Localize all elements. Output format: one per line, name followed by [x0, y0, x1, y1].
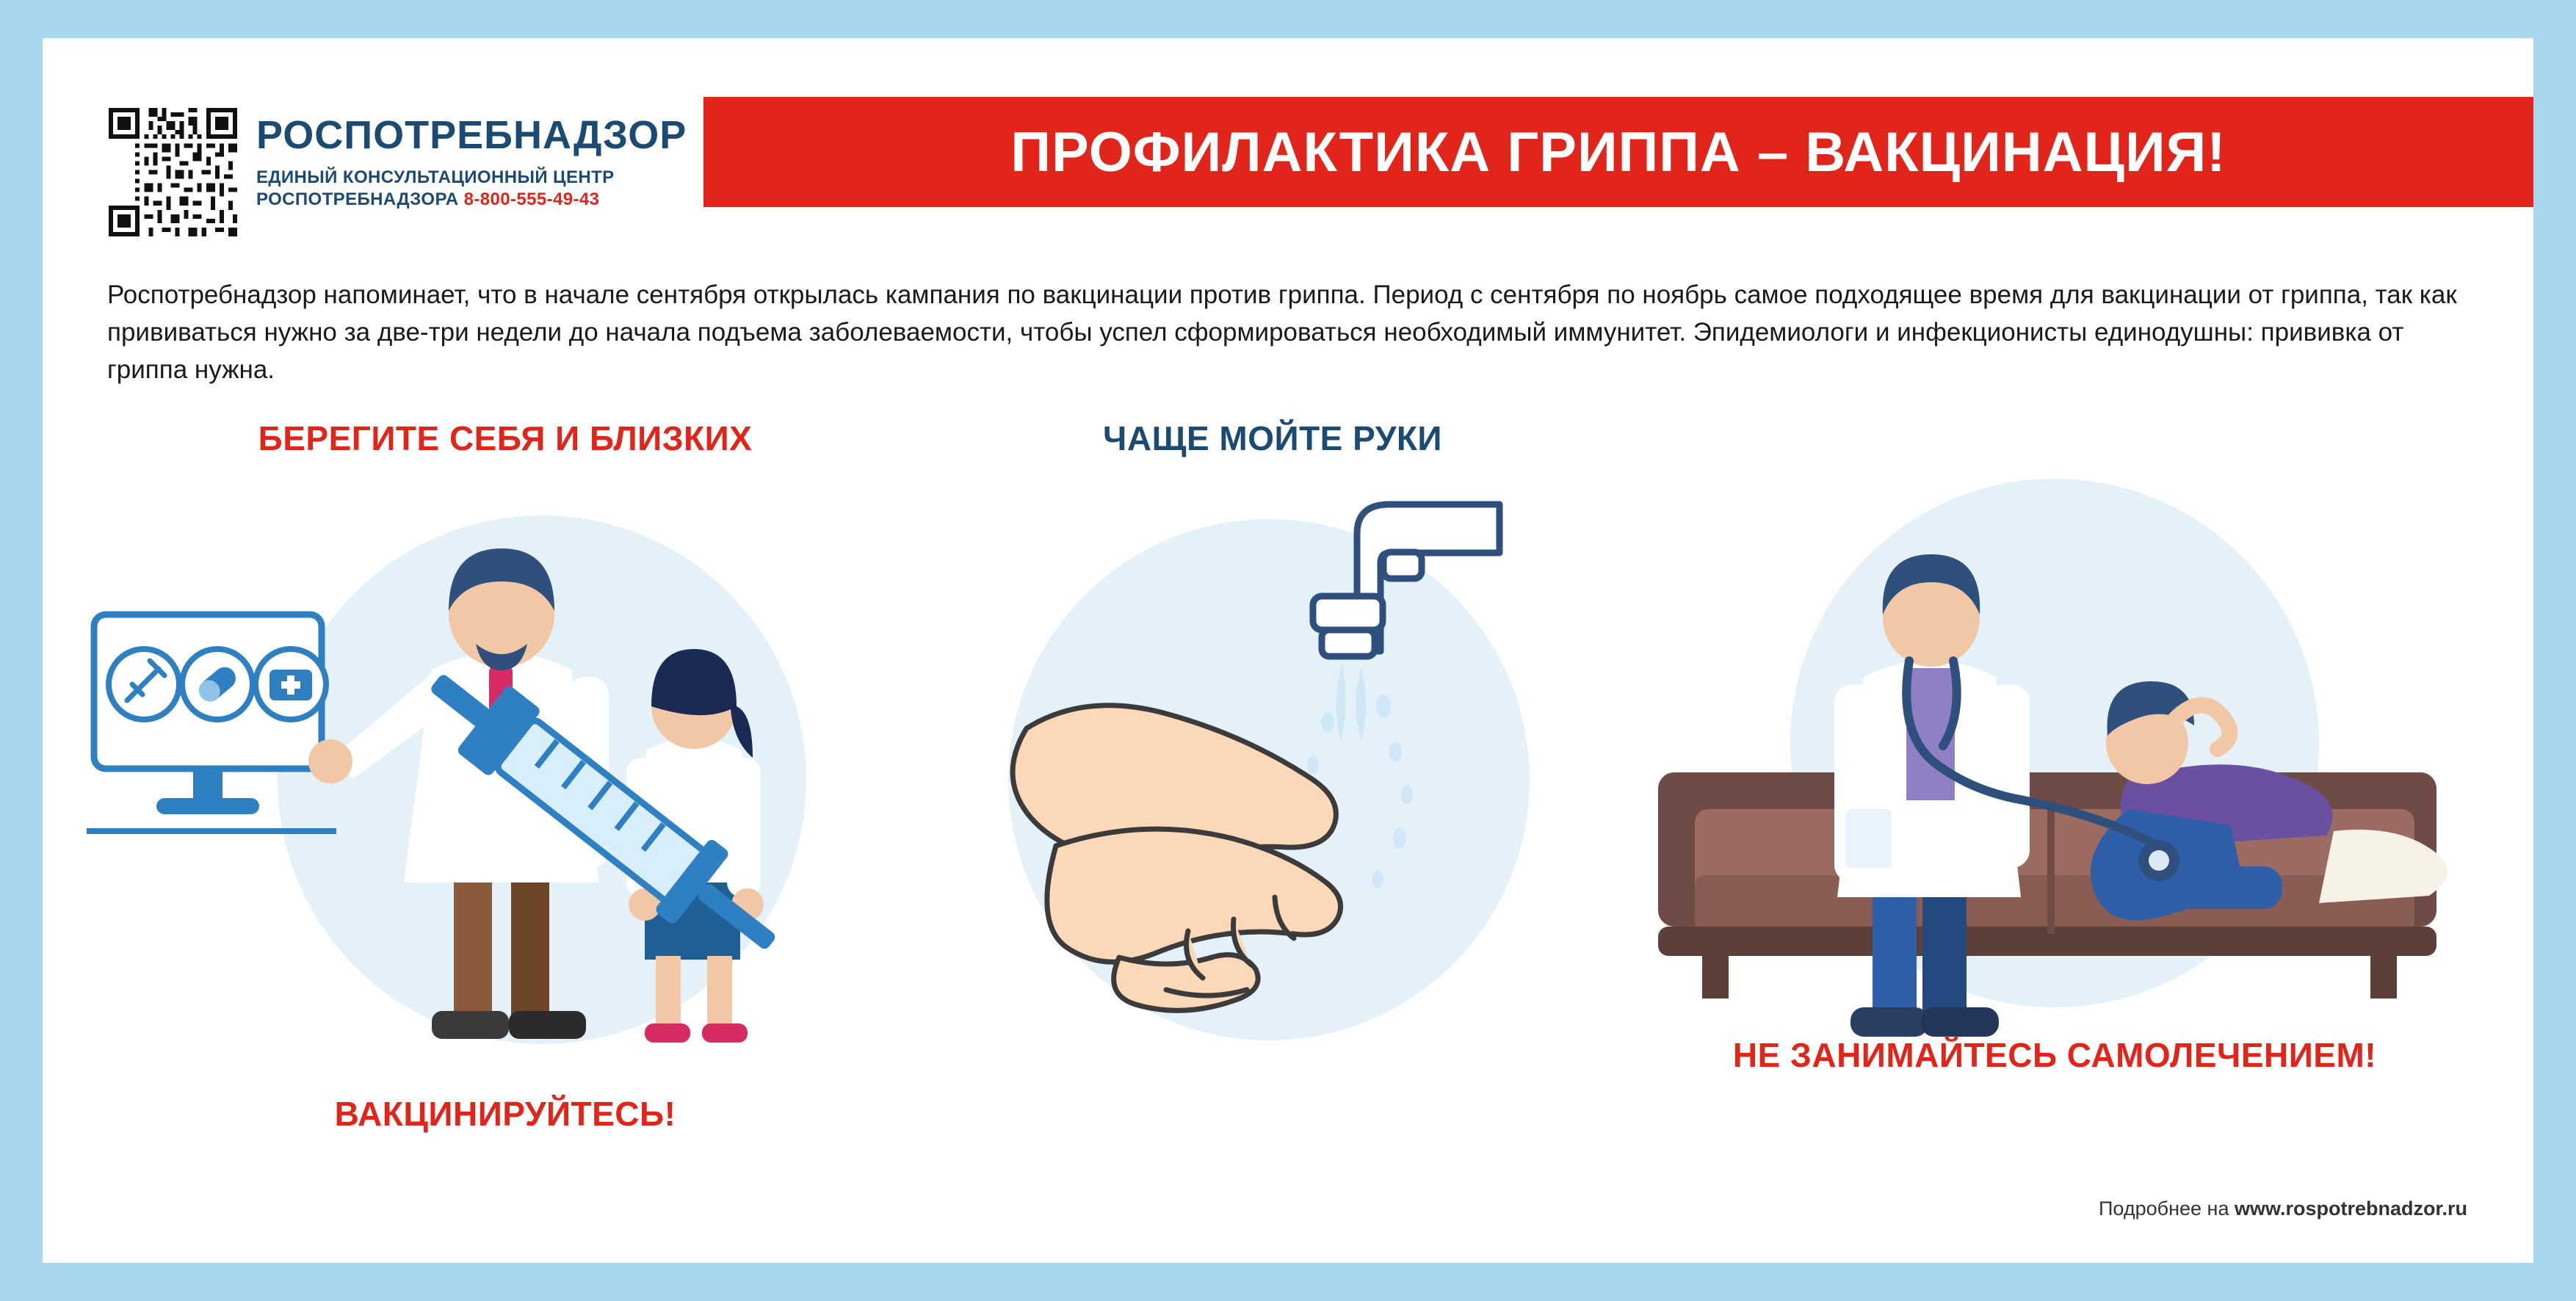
panel-vaccination — [87, 420, 924, 1228]
doctor-examining-patient-illustration — [1614, 464, 2495, 1125]
org-subtitle-line1: ЕДИНЫЙ КОНСУЛЬТАЦИОННЫЙ ЦЕНТР — [256, 167, 615, 187]
org-name: РОСПОТРЕБНАДЗОР — [256, 113, 687, 157]
panel-self-medication — [1614, 420, 2495, 1228]
illustration-self-medication — [1614, 464, 2495, 1125]
footer-site: www.rospotrebnadzor.ru — [2234, 1197, 2467, 1220]
panel-handwashing — [946, 420, 1599, 1228]
org-subtitle — [256, 167, 687, 211]
qr-code-icon — [109, 108, 237, 236]
panel-vaccination-caption-top: БЕРЕГИТЕ СЕБЯ И БЛИЗКИХ — [258, 419, 753, 457]
panels — [43, 420, 2533, 1228]
panel-handwashing-caption-top: ЧАЩЕ МОЙТЕ РУКИ — [1103, 419, 1442, 457]
brand-text — [256, 108, 687, 211]
footer-more-prefix: Подробнее на — [2099, 1197, 2235, 1220]
page-title: ПРОФИЛАКТИКА ГРИППА – ВАКЦИНАЦИЯ! — [1010, 120, 2226, 184]
doctors-with-syringe-illustration — [87, 464, 924, 1125]
header — [43, 38, 2533, 214]
hands-under-faucet-illustration — [946, 464, 1599, 1125]
panel-self-medication-caption-bottom: НЕ ЗАНИМАЙТЕСЬ САМОЛЕЧЕНИЕМ! — [1732, 1036, 2377, 1074]
illustration-handwashing — [946, 464, 1599, 1125]
intro-paragraph: Роспотребнадзор напоминает, что в начале сентября открылась кампания по вакцинации против гриппа. Период с сентября по ноябрь самое подходящее время для вакцинации от гриппа, так как прививаться нужно за две-три недели до начала подъема заболеваемости, чтобы успел сформироваться необходимый иммунитет. Эпидемиологи и инфекционисты единодушны: прививка от гриппа нужна. — [107, 280, 2457, 384]
panel-vaccination-caption-bottom: ВАКЦИНИРУЙТЕСЬ! — [334, 1095, 676, 1133]
org-subtitle-line2 — [256, 189, 687, 211]
org-subtitle-line2-text: РОСПОТРЕБНАДЗОРА — [256, 189, 459, 209]
footer-more-info — [2099, 1197, 2467, 1220]
hotline-phone: 8-800-555-49-43 — [463, 189, 600, 209]
brand-block — [109, 108, 687, 236]
poster-inner — [43, 38, 2533, 1263]
illustration-doctors — [87, 464, 924, 1125]
title-banner — [703, 97, 2533, 207]
